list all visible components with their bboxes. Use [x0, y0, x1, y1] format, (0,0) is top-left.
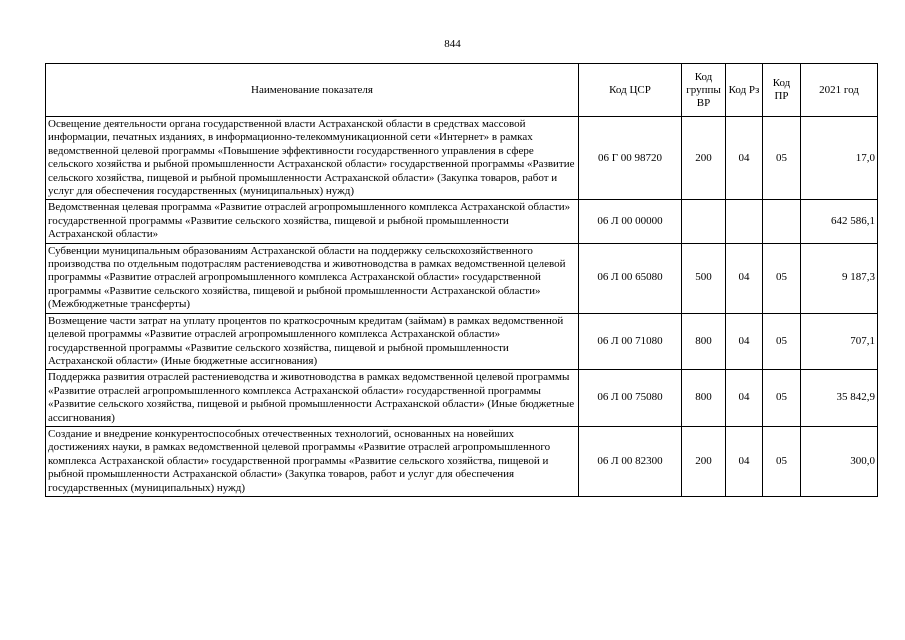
row-pr: 05 [763, 426, 801, 496]
header-name: Наименование показателя [46, 64, 579, 117]
row-vr: 500 [682, 243, 726, 313]
row-rz: 04 [726, 313, 763, 370]
row-rz [726, 200, 763, 243]
table-row [46, 426, 878, 496]
row-amount: 17,0 [801, 117, 878, 200]
header-csr: Код ЦСР [579, 64, 682, 117]
table-row [46, 243, 878, 313]
row-amount: 642 586,1 [801, 200, 878, 243]
header-pr: Код ПР [763, 64, 801, 117]
row-rz: 04 [726, 243, 763, 313]
row-csr: 06 Л 00 82300 [579, 426, 682, 496]
row-amount: 9 187,3 [801, 243, 878, 313]
row-csr: 06 Л 00 00000 [579, 200, 682, 243]
row-name: Возмещение части затрат на уплату процентов по краткосрочным кредитам (займам) в рамках ведомственной целевой программы «Развитие отраслей агропромышленного комплекса Астраханской области» государственной программы «Развитие сельского хозяйства, пищевой и рыбной промышленности Астраханской области» (Иные бюджетные ассигнования) [46, 313, 579, 370]
header-year: 2021 год [801, 64, 878, 117]
budget-table [45, 63, 878, 497]
row-name: Ведомственная целевая программа «Развитие отраслей агропромышленного комплекса Астраханской области» государственной программы «Развитие сельского хозяйства, пищевой и рыбной промышленности Астраханской области» [46, 200, 579, 243]
row-vr: 800 [682, 313, 726, 370]
row-csr: 06 Г 00 98720 [579, 117, 682, 200]
row-rz: 04 [726, 426, 763, 496]
row-rz: 04 [726, 117, 763, 200]
row-pr [763, 200, 801, 243]
table-header-row [46, 64, 878, 117]
row-pr: 05 [763, 370, 801, 427]
row-pr: 05 [763, 243, 801, 313]
row-vr [682, 200, 726, 243]
row-vr: 800 [682, 370, 726, 427]
row-amount: 707,1 [801, 313, 878, 370]
row-name: Поддержка развития отраслей растениеводства и животноводства в рамках ведомственной целевой программы «Развитие отраслей агропромышленного комплекса Астраханской области» государственной программы «Развитие сельского хозяйства, пищевой и рыбной промышленности Астраханской области» (Иные бюджетные ассигнования) [46, 370, 579, 427]
row-name: Создание и внедрение конкурентоспособных отечественных технологий, основанных на новейших достижениях науки, в рамках ведомственной целевой программы «Развитие отраслей агропромышленного комплекса Астраханской области» государственной программы «Развитие сельского хозяйства, пищевой и рыбной промышленности Астраханской области» (Закупка товаров, работ и услуг для обеспечения государственных (муниципальных) нужд) [46, 426, 579, 496]
row-name: Освещение деятельности органа государственной власти Астраханской области в средствах массовой информации, печатных изданиях, в информационно-телекоммуникационной сети «Интернет» в рамках ведомственной целевой программы «Повышение эффективности государственного управления в сфере сельского хозяйства и рыбной промышленности Астраханской области» государственной программы «Развитие сельского хозяйства, пищевой и рыбной промышленности Астраханской области» (Закупка товаров, работ и услуг для обеспечения государственных (муниципальных) нужд) [46, 117, 579, 200]
table-row [46, 313, 878, 370]
row-csr: 06 Л 00 65080 [579, 243, 682, 313]
row-name: Субвенции муниципальным образованиям Астраханской области на поддержку сельскохозяйственного производства по отдельным подотраслям растениеводства и животноводства в рамках ведомственной целевой программы «Развитие отраслей агропромышленного комплекса Астраханской области» государственной программы «Развитие сельского хозяйства, пищевой и рыбной промышленности Астраханской области» (Межбюджетные трансферты) [46, 243, 579, 313]
row-amount: 35 842,9 [801, 370, 878, 427]
header-rz: Код Рз [726, 64, 763, 117]
table-row [46, 117, 878, 200]
row-amount: 300,0 [801, 426, 878, 496]
header-vr: Код группы ВР [682, 64, 726, 117]
table-row [46, 200, 878, 243]
row-vr: 200 [682, 426, 726, 496]
row-csr: 06 Л 00 75080 [579, 370, 682, 427]
row-csr: 06 Л 00 71080 [579, 313, 682, 370]
row-pr: 05 [763, 313, 801, 370]
page-number: 844 [444, 38, 461, 50]
row-pr: 05 [763, 117, 801, 200]
row-vr: 200 [682, 117, 726, 200]
table-row [46, 370, 878, 427]
row-rz: 04 [726, 370, 763, 427]
